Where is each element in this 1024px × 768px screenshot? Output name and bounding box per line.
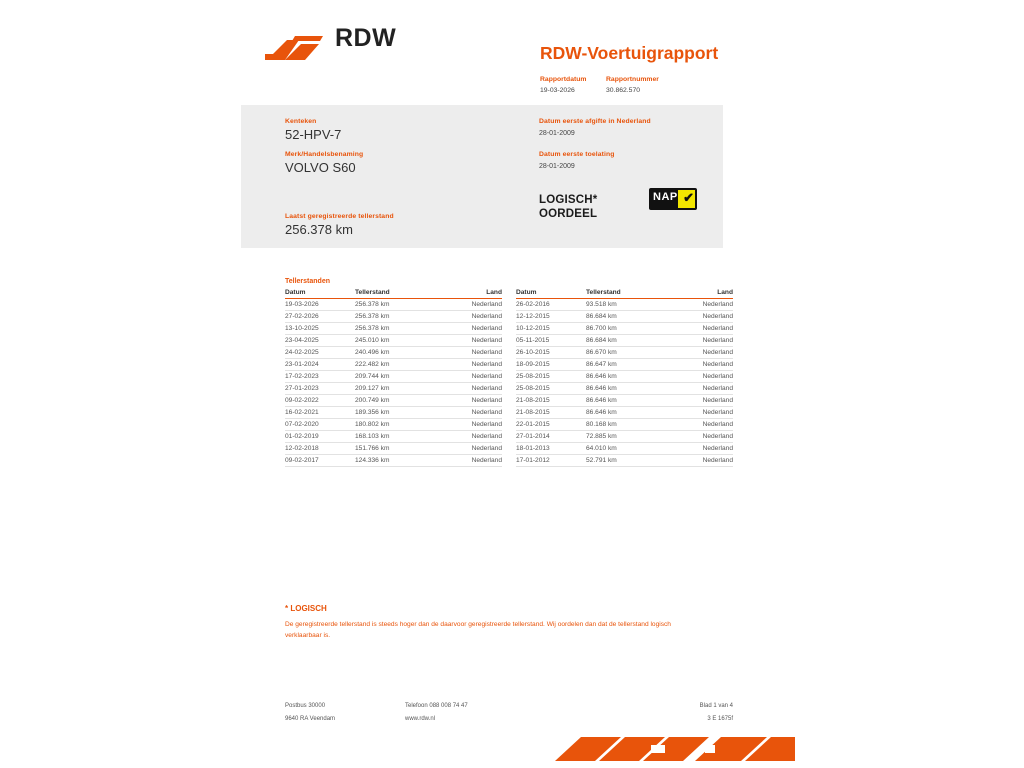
cell-land: Nederland — [671, 347, 733, 359]
cell-tellerstand: 151.766 km — [355, 443, 440, 455]
table-row — [516, 323, 733, 335]
cell-tellerstand: 168.103 km — [355, 431, 440, 443]
make-model-value: VOLVO S60 — [285, 160, 356, 175]
cell-datum: 18-01-2013 — [516, 443, 586, 455]
cell-datum: 10-12-2015 — [516, 323, 586, 335]
cell-land: Nederland — [671, 443, 733, 455]
last-odometer-value: 256.378 km — [285, 222, 353, 237]
verdict-line-2: OORDEEL — [539, 208, 598, 220]
cell-tellerstand: 189.356 km — [355, 407, 440, 419]
table-header-row — [285, 289, 502, 299]
column-header-tellerstand: Tellerstand — [355, 289, 440, 299]
table-row — [285, 347, 502, 359]
make-model-block — [285, 151, 363, 176]
cell-tellerstand: 222.482 km — [355, 359, 440, 371]
table-row — [285, 431, 502, 443]
cell-datum: 21-08-2015 — [516, 407, 586, 419]
odometer-readings-title: Tellerstanden — [285, 278, 330, 285]
cell-land: Nederland — [671, 323, 733, 335]
cell-datum: 24-02-2025 — [285, 347, 355, 359]
table-row — [516, 431, 733, 443]
column-header-land: Land — [440, 289, 502, 299]
report-date-block — [540, 75, 606, 96]
first-registration-nl-value: 28-01-2009 — [539, 130, 575, 137]
vehicle-summary-panel — [241, 105, 723, 248]
first-registration-nl-label: Datum eerste afgifte in Nederland — [539, 118, 651, 125]
table-row — [285, 311, 502, 323]
rdw-footer-graphic-icon — [555, 735, 795, 768]
table-row — [516, 359, 733, 371]
cell-land: Nederland — [671, 431, 733, 443]
table-row — [516, 383, 733, 395]
cell-datum: 27-01-2023 — [285, 383, 355, 395]
cell-tellerstand: 86.700 km — [586, 323, 671, 335]
cell-datum: 17-02-2023 — [285, 371, 355, 383]
table-row — [516, 407, 733, 419]
footer-address — [285, 700, 335, 726]
license-plate-value: 52-HPV-7 — [285, 127, 342, 142]
table-row — [516, 371, 733, 383]
cell-land: Nederland — [440, 347, 502, 359]
cell-land: Nederland — [440, 455, 502, 467]
cell-land: Nederland — [671, 419, 733, 431]
table-header-row — [516, 289, 733, 299]
cell-datum: 16-02-2021 — [285, 407, 355, 419]
report-number-label: Rapportnummer — [606, 76, 659, 83]
cell-land: Nederland — [671, 335, 733, 347]
footnote-block — [285, 604, 705, 641]
cell-datum: 22-01-2015 — [516, 419, 586, 431]
table-row — [285, 359, 502, 371]
check-icon: ✔ — [683, 190, 694, 205]
cell-datum: 01-02-2019 — [285, 431, 355, 443]
license-plate-label: Kenteken — [285, 118, 317, 125]
cell-land: Nederland — [671, 407, 733, 419]
cell-land: Nederland — [671, 395, 733, 407]
report-date-value: 19-03-2026 — [540, 87, 575, 94]
cell-datum: 12-12-2015 — [516, 311, 586, 323]
cell-tellerstand: 256.378 km — [355, 299, 440, 311]
cell-land: Nederland — [440, 419, 502, 431]
cell-datum: 26-02-2016 — [516, 299, 586, 311]
cell-tellerstand: 245.010 km — [355, 335, 440, 347]
cell-tellerstand: 86.646 km — [586, 371, 671, 383]
cell-datum: 12-02-2018 — [285, 443, 355, 455]
cell-land: Nederland — [440, 443, 502, 455]
cell-tellerstand: 209.744 km — [355, 371, 440, 383]
column-header-land: Land — [671, 289, 733, 299]
cell-land: Nederland — [671, 455, 733, 467]
cell-tellerstand: 86.684 km — [586, 311, 671, 323]
cell-tellerstand: 209.127 km — [355, 383, 440, 395]
report-title: RDW-Voertuigrapport — [540, 43, 719, 63]
verdict-line-1: LOGISCH* — [539, 194, 598, 206]
cell-tellerstand: 64.010 km — [586, 443, 671, 455]
cell-datum: 25-08-2015 — [516, 371, 586, 383]
rdw-logo — [265, 22, 395, 68]
cell-tellerstand: 86.646 km — [586, 407, 671, 419]
first-admission-block — [539, 151, 614, 175]
cell-tellerstand: 86.684 km — [586, 335, 671, 347]
cell-tellerstand: 200.749 km — [355, 395, 440, 407]
table-row — [285, 335, 502, 347]
report-number-block — [606, 75, 726, 96]
cell-land: Nederland — [671, 299, 733, 311]
cell-tellerstand: 256.378 km — [355, 323, 440, 335]
first-admission-label: Datum eerste toelating — [539, 151, 615, 158]
make-model-label: Merk/Handelsbenaming — [285, 151, 364, 158]
column-header-tellerstand: Tellerstand — [586, 289, 671, 299]
odometer-readings-section — [285, 278, 733, 467]
report-date-label: Rapportdatum — [540, 76, 587, 83]
footer-website[interactable]: www.rdw.nl — [405, 716, 436, 722]
cell-tellerstand: 72.885 km — [586, 431, 671, 443]
cell-land: Nederland — [440, 371, 502, 383]
cell-datum: 25-08-2015 — [516, 383, 586, 395]
report-meta — [540, 75, 740, 96]
cell-land: Nederland — [440, 431, 502, 443]
cell-tellerstand: 80.168 km — [586, 419, 671, 431]
table-row — [516, 299, 733, 311]
odometer-table-left — [285, 289, 502, 467]
table-row — [516, 311, 733, 323]
cell-land: Nederland — [440, 323, 502, 335]
table-row — [285, 383, 502, 395]
footer-phone: Telefoon 088 008 74 47 — [405, 703, 468, 709]
cell-tellerstand: 86.647 km — [586, 359, 671, 371]
cell-land: Nederland — [440, 395, 502, 407]
footnote-body: De geregistreerde tellerstand is steeds hoger dan de daarvoor geregistreerde tellerstand. Wij oordelen dan dat de tellerstand logisch verklaarbaar is. — [285, 621, 671, 639]
cell-datum: 09-02-2017 — [285, 455, 355, 467]
table-row — [285, 419, 502, 431]
table-row — [285, 443, 502, 455]
footer-address-line-1: Postbus 30000 — [285, 703, 326, 709]
nap-badge — [649, 188, 697, 210]
footer-form-code: 3 E 1675f — [707, 716, 733, 722]
footnote-title: * LOGISCH — [285, 604, 327, 613]
table-row — [516, 347, 733, 359]
footer-contact — [405, 700, 468, 726]
cell-land: Nederland — [671, 371, 733, 383]
table-row — [285, 299, 502, 311]
cell-datum: 05-11-2015 — [516, 335, 586, 347]
cell-datum: 07-02-2020 — [285, 419, 355, 431]
cell-datum: 21-08-2015 — [516, 395, 586, 407]
cell-land: Nederland — [440, 407, 502, 419]
table-row — [516, 455, 733, 467]
cell-datum: 27-01-2014 — [516, 431, 586, 443]
footer-page-number: Blad 1 van 4 — [699, 703, 733, 709]
cell-tellerstand: 180.802 km — [355, 419, 440, 431]
cell-tellerstand: 93.518 km — [586, 299, 671, 311]
column-header-datum: Datum — [516, 289, 586, 299]
cell-tellerstand: 52.791 km — [586, 455, 671, 467]
cell-datum: 26-10-2015 — [516, 347, 586, 359]
cell-datum: 27-02-2026 — [285, 311, 355, 323]
cell-land: Nederland — [440, 359, 502, 371]
table-row — [285, 323, 502, 335]
license-plate-block — [285, 118, 341, 143]
odometer-table-right — [516, 289, 733, 467]
cell-datum: 23-04-2025 — [285, 335, 355, 347]
verdict-block — [539, 193, 597, 221]
last-odometer-label: Laatst geregistreerde tellerstand — [285, 213, 394, 220]
cell-datum: 17-01-2012 — [516, 455, 586, 467]
rdw-logo-icon — [265, 34, 327, 62]
cell-tellerstand: 256.378 km — [355, 311, 440, 323]
table-row — [516, 419, 733, 431]
cell-land: Nederland — [440, 299, 502, 311]
cell-land: Nederland — [440, 311, 502, 323]
table-row — [516, 395, 733, 407]
cell-tellerstand: 86.670 km — [586, 347, 671, 359]
table-row — [516, 335, 733, 347]
first-admission-value: 28-01-2009 — [539, 163, 575, 170]
nap-badge-text: NAP — [653, 191, 678, 203]
cell-datum: 18-09-2015 — [516, 359, 586, 371]
cell-tellerstand: 86.646 km — [586, 395, 671, 407]
cell-land: Nederland — [671, 359, 733, 371]
first-registration-nl-block — [539, 118, 651, 142]
cell-land: Nederland — [440, 383, 502, 395]
last-odometer-block — [285, 213, 394, 238]
table-row — [285, 407, 502, 419]
cell-land: Nederland — [440, 335, 502, 347]
column-header-datum: Datum — [285, 289, 355, 299]
cell-tellerstand: 124.336 km — [355, 455, 440, 467]
cell-tellerstand: 240.496 km — [355, 347, 440, 359]
table-row — [285, 371, 502, 383]
table-row — [285, 395, 502, 407]
cell-datum: 19-03-2026 — [285, 299, 355, 311]
cell-datum: 23-01-2024 — [285, 359, 355, 371]
cell-datum: 09-02-2022 — [285, 395, 355, 407]
cell-tellerstand: 86.646 km — [586, 383, 671, 395]
footer-address-line-2: 9640 RA Veendam — [285, 716, 336, 722]
table-row — [516, 443, 733, 455]
cell-land: Nederland — [671, 383, 733, 395]
footer-pagination — [685, 700, 733, 726]
cell-land: Nederland — [671, 311, 733, 323]
report-number-value: 30.862.570 — [606, 87, 641, 94]
table-row — [285, 455, 502, 467]
cell-datum: 13-10-2025 — [285, 323, 355, 335]
rdw-logo-text: RDW — [335, 24, 397, 52]
document-header — [265, 18, 735, 94]
